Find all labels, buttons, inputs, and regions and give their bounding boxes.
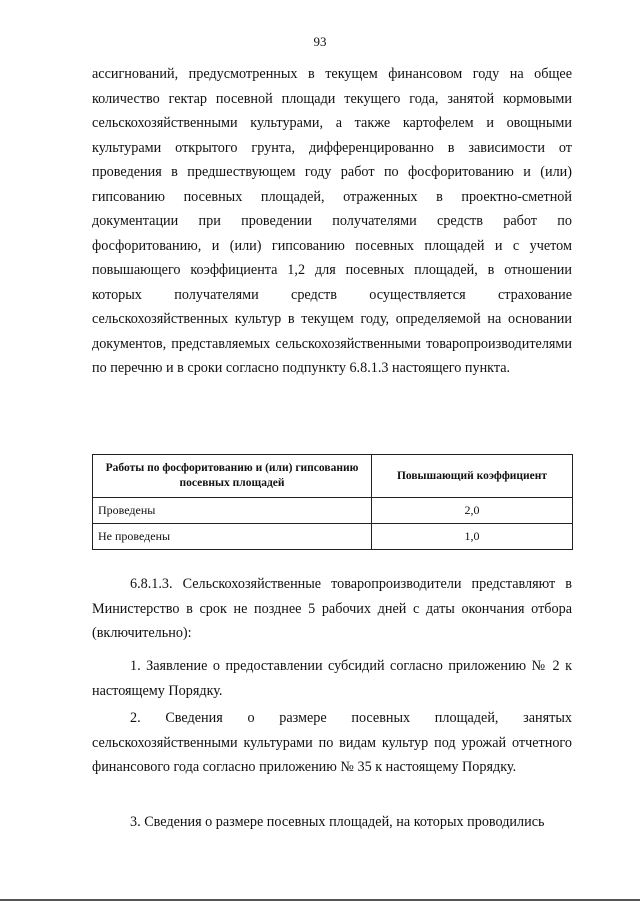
row-work-cell: Не проведены [93, 524, 372, 550]
header-works: Работы по фосфоритованию и (или) гипсованию посевных площадей [93, 455, 372, 498]
bottom-rule [0, 899, 640, 901]
list-item-3: 3. Сведения о размере посевных площадей, на которых проводились [130, 814, 545, 830]
table-row [93, 498, 573, 524]
coefficient-table [92, 454, 573, 550]
table-row [93, 524, 573, 550]
row-coef-cell: 1,0 [372, 524, 573, 550]
row-coef-cell: 2,0 [372, 498, 573, 524]
list-item-1: 1. Заявление о предоставлении субсидий согласно приложению № 2 к настоящему Порядку. [92, 658, 572, 699]
row-work-cell: Проведены [93, 498, 372, 524]
page-number: 93 [313, 34, 327, 49]
paragraph-1: ассигнований, предусмотренных в текущем финансовом году на общее количество гектар посевной площади текущего года, занятой кормовыми сельскохозяйственными культурами, а также картофелем и овощными культурами открытого грунта, дифференцированно в зависимости от проведения в предшествующем году работ по фосфоритованию и (или) гипсованию посевных площадей, отраженных в проектно-сметной документации при проведении получателями средств работ по фосфоритованию, и (или) гипсованию посевных площадей и с учетом повышающего коэффициента 1,2 для посевных площадей, в отношении которых получателями средств осуществляется страхование сельскохозяйственных культур в текущем году, определяемой на основании документов, представляемых сельскохозяйственными товаропроизводителями по перечню и в сроки согласно подпункту 6.8.1.3 настоящего пункта. [92, 66, 572, 376]
list-item-2: 2. Сведения о размере посевных площадей, занятых сельскохозяйственными культурами по видам культур под урожай отчетного финансового года согласно приложению № 35 к настоящему Порядку. [92, 710, 572, 775]
paragraph-2: 6.8.1.3. Сельскохозяйственные товаропроизводители представляют в Министерство в срок не позднее 5 рабочих дней с даты окончания отбора (включительно): [92, 576, 572, 641]
header-coefficient: Повышающий коэффициент [372, 455, 573, 498]
table-header-row [93, 455, 573, 498]
